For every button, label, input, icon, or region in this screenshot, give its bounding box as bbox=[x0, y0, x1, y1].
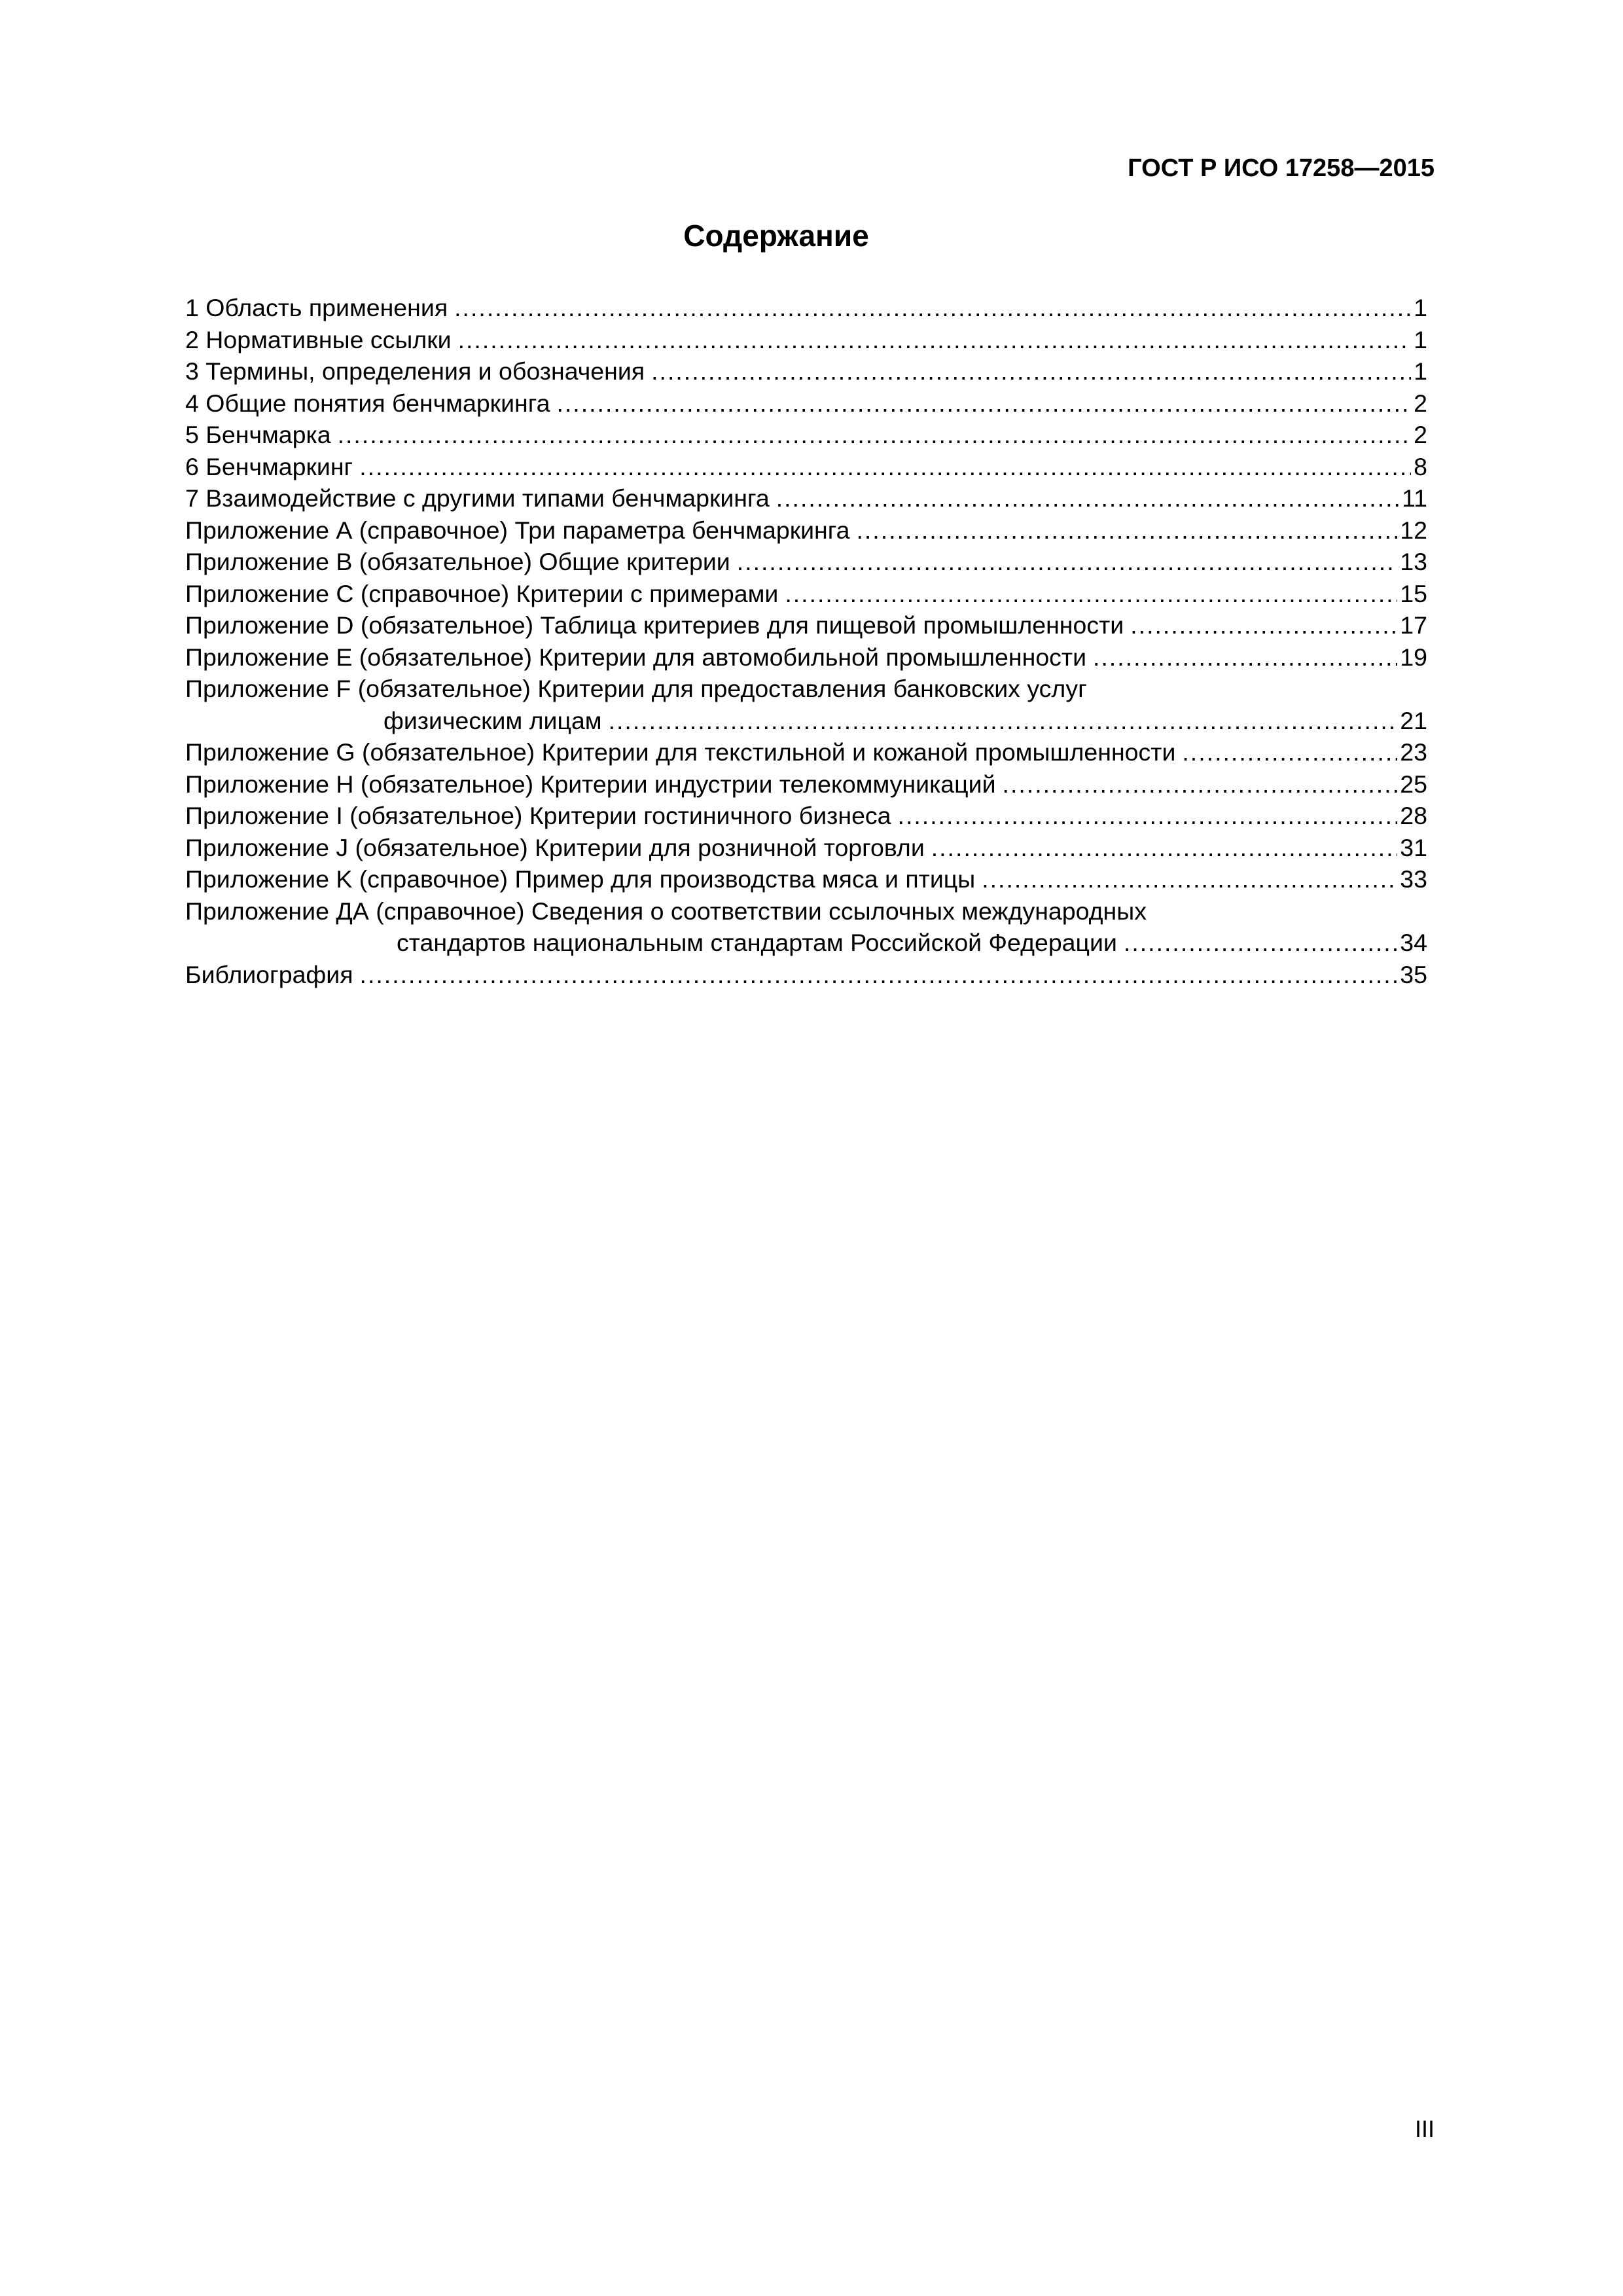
toc-entry-line bbox=[185, 609, 1427, 641]
toc-dot-leader bbox=[982, 863, 1397, 895]
toc-entry-line bbox=[185, 387, 1427, 420]
toc-entry-title: Приложение С (справочное) Критерии с примерами bbox=[185, 579, 779, 607]
toc-entry-line bbox=[185, 482, 1427, 514]
toc-dot-leader bbox=[359, 451, 1411, 483]
toc-entry[interactable] bbox=[185, 387, 1427, 420]
toc-page-number: 23 bbox=[1400, 738, 1427, 766]
toc-entry-title: Приложение Е (обязательное) Критерии для автомобильной промышленности bbox=[185, 643, 1087, 671]
toc-title: Содержание bbox=[683, 219, 869, 253]
toc-entry-line bbox=[185, 736, 1427, 768]
document-code: ГОСТ Р ИСО 17258—2015 bbox=[1128, 154, 1435, 182]
toc-entry[interactable] bbox=[185, 959, 1427, 991]
toc-entry-line bbox=[185, 292, 1427, 324]
toc-entry-title: физическим лицам bbox=[383, 706, 602, 734]
toc-page-number: 11 bbox=[1402, 484, 1427, 512]
toc-page-number: 2 bbox=[1414, 421, 1427, 448]
toc-entry-line bbox=[185, 514, 1427, 547]
toc-entry[interactable] bbox=[185, 609, 1427, 641]
toc-page-number: 8 bbox=[1414, 452, 1427, 480]
toc-dot-leader bbox=[454, 292, 1411, 324]
toc-dot-leader bbox=[856, 514, 1397, 547]
toc-entry-title: Приложение K (справочное) Пример для производства мяса и птицы bbox=[185, 865, 976, 893]
toc-entry-title: стандартов национальным стандартам Российской Федерации bbox=[397, 929, 1117, 956]
toc-entry-line bbox=[185, 641, 1427, 673]
toc-entry[interactable] bbox=[185, 736, 1427, 768]
toc-dot-leader bbox=[785, 578, 1397, 610]
toc-page-number: 25 bbox=[1400, 770, 1427, 798]
toc-entry[interactable] bbox=[185, 355, 1427, 387]
toc-entry[interactable] bbox=[185, 863, 1427, 895]
toc-dot-leader bbox=[556, 387, 1411, 420]
toc-entry-line bbox=[185, 578, 1427, 610]
toc-entry-line bbox=[185, 419, 1427, 451]
toc-dot-leader bbox=[898, 800, 1398, 832]
toc-entry[interactable] bbox=[185, 514, 1427, 547]
toc-entry[interactable] bbox=[185, 482, 1427, 514]
toc-page-number: 12 bbox=[1400, 516, 1427, 544]
toc-dot-leader bbox=[931, 832, 1398, 864]
toc-entry-title: 7 Взаимодействие с другими типами бенчмаркинга bbox=[185, 484, 770, 512]
toc-entry-title: Приложение Н (обязательное) Критерии индустрии телекоммуникаций bbox=[185, 770, 996, 798]
toc-entry[interactable] bbox=[185, 578, 1427, 610]
table-of-contents bbox=[185, 292, 1427, 990]
toc-entry-title: Библиография bbox=[185, 960, 353, 988]
toc-entry[interactable] bbox=[185, 832, 1427, 864]
toc-entry-title: 3 Термины, определения и обозначения bbox=[185, 357, 645, 385]
toc-page-number: 34 bbox=[1400, 929, 1427, 956]
toc-entry-continuation bbox=[185, 705, 1427, 737]
toc-entry-title: Приложение D (обязательное) Таблица критериев для пищевой промышленности bbox=[185, 611, 1124, 639]
toc-entry-title: Приложение F (обязательное) Критерии для предоставления банковских услуг bbox=[185, 675, 1087, 702]
toc-dot-leader bbox=[776, 482, 1399, 514]
toc-entry[interactable] bbox=[185, 451, 1427, 483]
toc-entry[interactable] bbox=[185, 292, 1427, 324]
toc-entry-line bbox=[185, 800, 1427, 832]
page-number: III bbox=[1414, 2115, 1435, 2142]
toc-dot-leader bbox=[651, 355, 1411, 387]
toc-entry-line bbox=[185, 355, 1427, 387]
toc-dot-leader bbox=[737, 546, 1398, 578]
toc-page-number: 17 bbox=[1400, 611, 1427, 639]
toc-page-number: 33 bbox=[1400, 865, 1427, 893]
toc-dot-leader bbox=[609, 705, 1398, 737]
toc-entry[interactable] bbox=[185, 768, 1427, 800]
toc-dot-leader bbox=[1124, 927, 1397, 959]
toc-entry-title: 1 Область применения bbox=[185, 294, 448, 321]
toc-entry-title: Приложение I (обязательное) Критерии гостиничного бизнеса bbox=[185, 802, 891, 829]
toc-entry-continuation bbox=[185, 927, 1427, 959]
toc-entry[interactable] bbox=[185, 641, 1427, 673]
toc-dot-leader bbox=[1093, 641, 1397, 673]
toc-page-number: 1 bbox=[1414, 294, 1427, 321]
toc-page-number: 1 bbox=[1414, 325, 1427, 353]
toc-entry[interactable] bbox=[185, 800, 1427, 832]
toc-dot-leader bbox=[458, 324, 1412, 356]
toc-page-number: 15 bbox=[1400, 579, 1427, 607]
toc-dot-leader bbox=[338, 419, 1412, 451]
toc-entry[interactable] bbox=[185, 419, 1427, 451]
toc-entry-title: 6 Бенчмаркинг bbox=[185, 452, 353, 480]
toc-entry-title: 5 Бенчмарка bbox=[185, 421, 331, 448]
toc-dot-leader bbox=[360, 959, 1398, 991]
toc-page-number: 13 bbox=[1400, 548, 1427, 575]
toc-entry-line bbox=[185, 324, 1427, 356]
toc-entry-title: Приложение G (обязательное) Критерии для текстильной и кожаной промышленности bbox=[185, 738, 1176, 766]
toc-entry-line bbox=[185, 451, 1427, 483]
toc-entry[interactable] bbox=[185, 324, 1427, 356]
toc-entry-line bbox=[185, 959, 1427, 991]
toc-entry-title: 4 Общие понятия бенчмаркинга bbox=[185, 389, 550, 417]
toc-entry-title: 2 Нормативные ссылки bbox=[185, 325, 452, 353]
toc-entry-title: Приложение ДА (справочное) Сведения о соответствии ссылочных международных bbox=[185, 897, 1147, 925]
toc-entry-line bbox=[185, 895, 1427, 927]
toc-dot-leader bbox=[1130, 609, 1397, 641]
toc-entry-line bbox=[185, 673, 1427, 705]
toc-entry-line bbox=[185, 863, 1427, 895]
toc-entry-line bbox=[185, 768, 1427, 800]
toc-entry[interactable] bbox=[185, 895, 1427, 959]
toc-dot-leader bbox=[1182, 736, 1397, 768]
toc-page-number: 31 bbox=[1400, 833, 1427, 861]
toc-page-number: 21 bbox=[1400, 706, 1427, 734]
toc-entry[interactable] bbox=[185, 546, 1427, 578]
toc-entry-title: Приложение А (справочное) Три параметра бенчмаркинга bbox=[185, 516, 850, 544]
toc-dot-leader bbox=[1003, 768, 1398, 800]
toc-entry-line bbox=[185, 546, 1427, 578]
toc-page-number: 35 bbox=[1400, 960, 1427, 988]
toc-page-number: 1 bbox=[1414, 357, 1427, 385]
toc-entry[interactable] bbox=[185, 673, 1427, 736]
toc-entry-title: Приложение В (обязательное) Общие критерии bbox=[185, 548, 730, 575]
toc-page-number: 19 bbox=[1400, 643, 1427, 671]
toc-page-number: 2 bbox=[1414, 389, 1427, 417]
toc-entry-line bbox=[185, 832, 1427, 864]
toc-page-number: 28 bbox=[1400, 802, 1427, 829]
toc-entry-title: Приложение J (обязательное) Критерии для розничной торговли bbox=[185, 833, 925, 861]
